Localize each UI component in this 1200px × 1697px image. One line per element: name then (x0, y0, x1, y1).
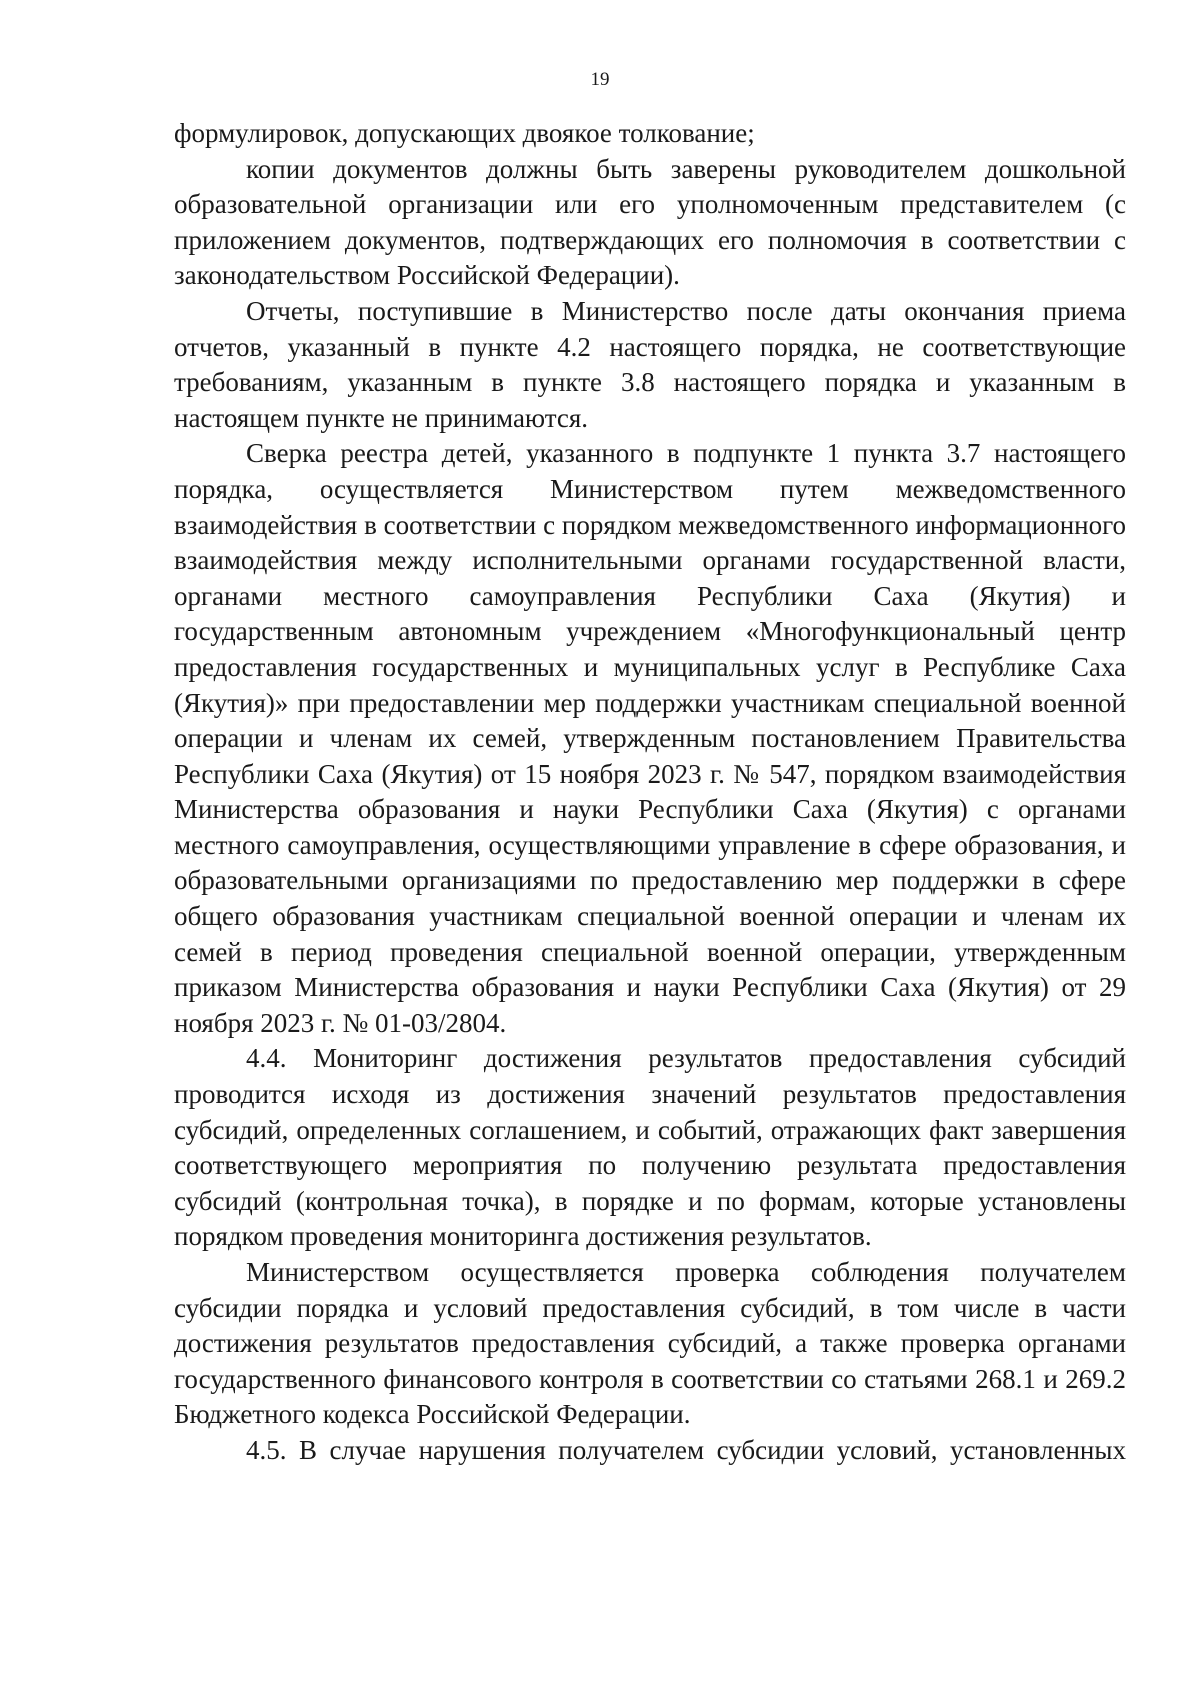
paragraph-registry-check: Сверка реестра детей, указанного в подпункте 1 пункта 3.7 настоящего порядка, осуществляется Министерством путем межведомственного взаимодействия в соответствии с порядком межведомственного информационного взаимодействия между исполнительными органами государственной власти, органами местного самоуправления Республики Саха (Якутия) и государственным автономным учреждением «Многофункциональный центр предоставления государственных и муниципальных услуг в Республике Саха (Якутия)» при предоставлении мер поддержки участникам специальной военной операции и членам их семей, утвержденным постановлением Правительства Республики Саха (Якутия) от 15 ноября 2023 г. № 547, порядком взаимодействия Министерства образования и науки Республики Саха (Якутия) с органами местного самоуправления, осуществляющими управление в сфере образования, и образовательными организациями по предоставлению мер поддержки в сфере общего образования участникам специальной военной операции и членам их семей в период проведения специальной военной операции, утвержденным приказом Министерства образования и науки Республики Саха (Якутия) от 29 ноября 2023 г. № 01-03/2804. (174, 438, 1126, 1038)
paragraph-reports-rejection: Отчеты, поступившие в Министерство после даты окончания приема отчетов, указанный в пункте 4.2 настоящего порядка, не соответствующие требованиям, указанным в пункте 3.8 настоящего порядка и указанным в настоящем пункте не принимаются. (174, 295, 1126, 433)
paragraph-4-5-violation: 4.5. В случае нарушения получателем субсидии условий, установленных (246, 1434, 1126, 1465)
page-number: 19 (590, 69, 610, 90)
paragraph-document-copies: копии документов должны быть заверены руководителем дошкольной образовательной организации или его уполномоченным представителем (с приложением документов, подтверждающих его полномочия в соответствии с законодательством Российской Федерации). (174, 153, 1126, 291)
paragraph-4-4-monitoring: 4.4. Мониторинг достижения результатов предоставления субсидий проводится исходя из достижения значений результатов предоставления субсидий, определенных соглашением, и событий, отражающих факт завершения соответствующего мероприятия по получению результата предоставления субсидий (контрольная точка), в порядке и по формам, которые установлены порядком проведения мониторинга достижения результатов. (174, 1043, 1126, 1252)
paragraph-continuation: формулировок, допускающих двоякое толкование; (174, 118, 755, 148)
document-body (174, 116, 1126, 1469)
paragraph-ministry-verification: Министерством осуществляется проверка соблюдения получателем субсидии порядка и условий предоставления субсидий, в том числе в части достижения результатов предоставления субсидий, а также проверка органами государственного финансового контроля в соответствии со статьями 268.1 и 269.2 Бюджетного кодекса Российской Федерации. (174, 1257, 1126, 1430)
